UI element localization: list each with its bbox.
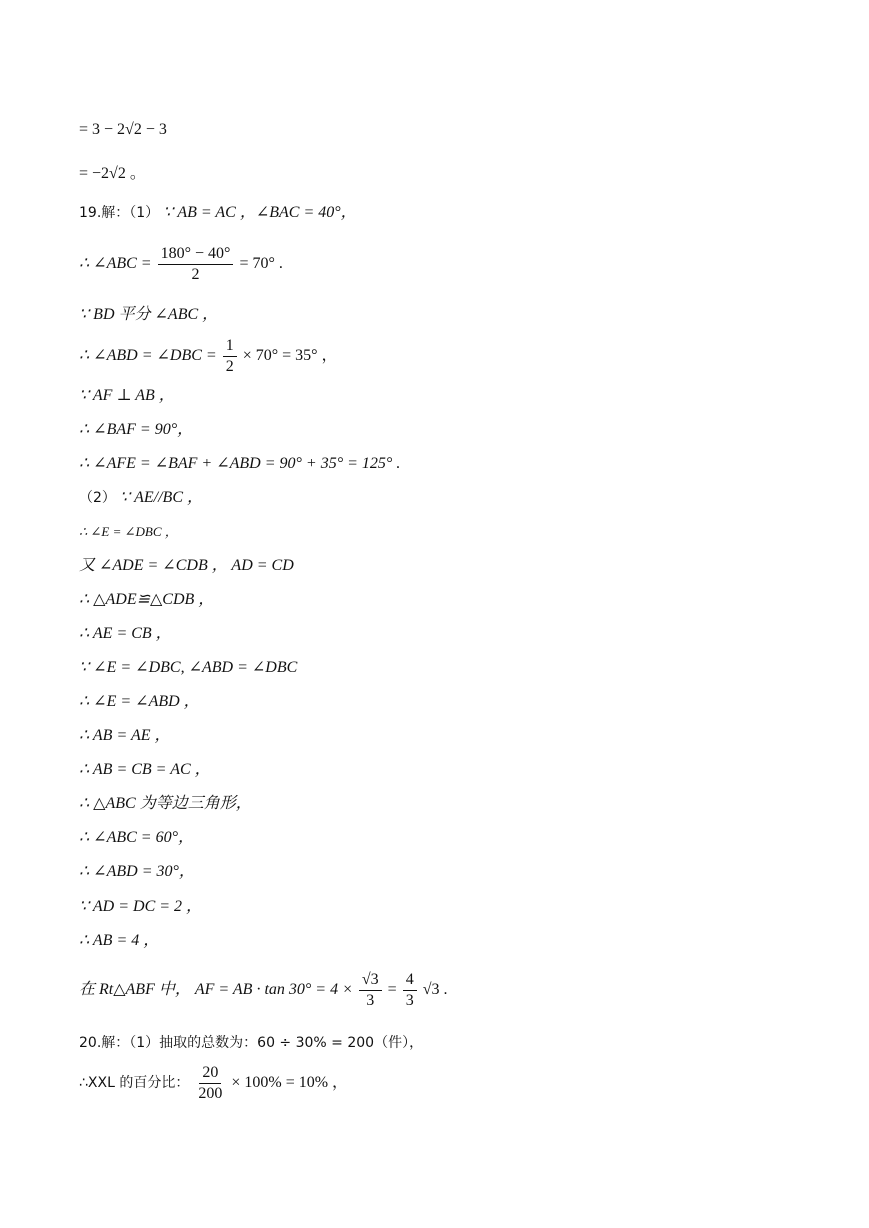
- q19-part2-line-11: [79, 828, 194, 848]
- q19-ae-cb-text: ∴ AE = CB ，: [79, 625, 172, 642]
- line-1: = 3 − 2√2 − 3: [79, 121, 167, 138]
- fraction-denominator: 2: [225, 358, 234, 375]
- q19-line-4: [79, 336, 338, 377]
- q19-angles-text: ∵ ∠E = ∠DBC, ∠ABD = ∠DBC: [79, 659, 298, 676]
- q19-line-6: [79, 420, 193, 440]
- q20-xxl-label: ∴XXL 的百分比：: [79, 1075, 190, 1092]
- q19-sqrt3-over-3-fraction: [359, 970, 382, 1011]
- q19-part2-line-15: [79, 970, 447, 1011]
- q19-abc-result: = 70° .: [239, 255, 283, 273]
- fraction-numerator: 180° − 40°: [158, 244, 234, 265]
- q19-4-over-3-fraction: [403, 970, 417, 1011]
- q19-ab-ae-text: ∴ AB = AE ，: [79, 727, 171, 744]
- q19-part2-line-5: [79, 624, 172, 644]
- q20-total-text: 20.解：（1）抽取的总数为：60 ÷ 30% = 200（件），: [79, 1035, 424, 1051]
- fraction-numerator: 1: [223, 336, 237, 357]
- q19-part2-line-1: [79, 488, 203, 508]
- fraction-denominator: 3: [366, 992, 375, 1009]
- q19-line-1: [79, 203, 357, 223]
- q19-part2-heading: （2）: [79, 490, 116, 506]
- q19-given: ∵ AB = AC ，∠BAC = 40°，: [163, 204, 357, 221]
- q20-line-1: [79, 1033, 423, 1053]
- line-2: = −2√2 。: [79, 165, 146, 182]
- q19-afe-text: ∴ ∠AFE = ∠BAF + ∠ABD = 90° + 35° = 125° .: [79, 455, 401, 472]
- q19-baf-text: ∴ ∠BAF = 90°，: [79, 421, 194, 438]
- q19-abd-result: × 70° = 35° ，: [242, 347, 338, 365]
- q19-af-lhs: 在 Rt△ABF 中， AF = AB · tan 30° = 4 ×: [79, 981, 353, 999]
- q19-e-abd-text: ∴ ∠E = ∠ABD ，: [79, 693, 200, 710]
- fraction-numerator: √3: [359, 970, 382, 991]
- q19-abd-lhs: ∴ ∠ABD = ∠DBC =: [79, 347, 217, 365]
- fraction-numerator: 4: [403, 970, 417, 991]
- q19-abc-lhs: ∴ ∠ABC =: [79, 255, 152, 273]
- q19-part2-line-2: [79, 522, 178, 542]
- q19-bisector-text: ∵ BD 平分 ∠ABC ，: [79, 306, 219, 323]
- q19-ab-cb-ac-text: ∴ AB = CB = AC ，: [79, 761, 211, 778]
- q19-ade-text: 又 ∠ADE = ∠CDB ， AD = CD: [79, 557, 294, 574]
- fraction-denominator: 2: [191, 266, 200, 283]
- q20-xxl-result: × 100% = 10% ，: [231, 1074, 349, 1092]
- q20-xxl-fraction: [195, 1063, 225, 1104]
- q19-line-5: [79, 386, 175, 406]
- q19-part2-line-12: [79, 862, 195, 882]
- q19-parallel-text: ∵ AE//BC ，: [119, 489, 203, 506]
- q19-af-result: √3 .: [422, 981, 448, 999]
- fraction-denominator: 200: [198, 1085, 223, 1102]
- q19-part2-line-6: [79, 658, 297, 678]
- q19-part2-line-10: [79, 794, 252, 814]
- q19-line-3: [79, 305, 218, 325]
- q19-abc-fraction: [158, 244, 234, 285]
- q19-congruent-text: ∴ △ADE≌△CDB ，: [79, 591, 215, 608]
- fraction-denominator: 3: [405, 992, 414, 1009]
- equals-sign: =: [387, 981, 397, 999]
- q19-part2-line-9: [79, 760, 211, 780]
- q19-ab-4-text: ∴ AB = 4 ，: [79, 932, 160, 949]
- q19-half-fraction: [223, 336, 237, 377]
- q19-abc-60-text: ∴ ∠ABC = 60°，: [79, 829, 195, 846]
- q19-abd-30-text: ∴ ∠ABD = 30°，: [79, 863, 195, 880]
- q19-part2-line-14: [79, 931, 159, 951]
- q19-angle-e-text: ∴ ∠E = ∠DBC ，: [79, 524, 178, 539]
- q19-perp-text: ∵ AF ⊥ AB ，: [79, 387, 175, 404]
- q20-line-2: [79, 1063, 348, 1104]
- q19-heading: 19.解：（1）: [79, 205, 160, 221]
- q19-line-2: [79, 244, 283, 285]
- q19-part2-line-4: [79, 590, 214, 610]
- q19-ad-dc-text: ∵ AD = DC = 2 ，: [79, 898, 203, 915]
- fraction-numerator: 20: [199, 1063, 221, 1084]
- q19-line-7: [79, 454, 400, 474]
- q19-equilateral-text: ∴ △ABC 为等边三角形，: [79, 795, 252, 812]
- q19-part2-line-3: [79, 556, 294, 576]
- q19-part2-line-13: [79, 897, 202, 917]
- q19-part2-line-8: [79, 726, 171, 746]
- q19-part2-line-7: [79, 692, 200, 712]
